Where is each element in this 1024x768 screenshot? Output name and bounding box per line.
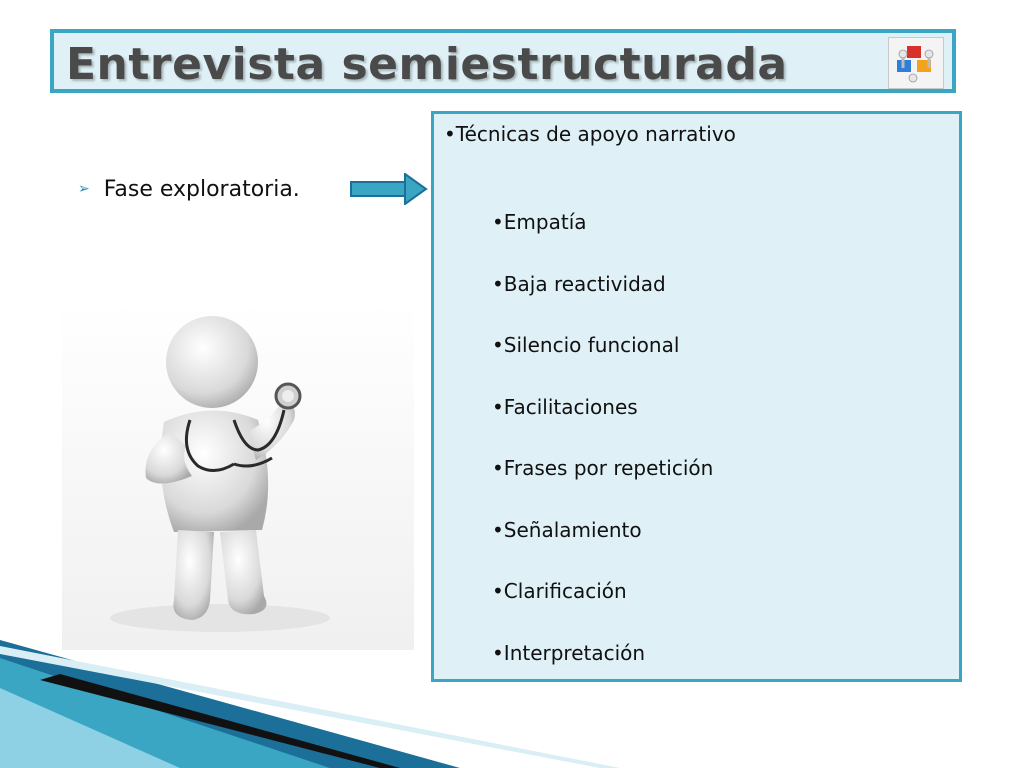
list-item: •Señalamiento [492,517,642,542]
decorative-wave [0,640,1024,768]
right-arrow-icon [350,173,428,205]
list-item: •Silencio funcional [492,333,680,357]
list-item: •Empatía [492,210,587,234]
techniques-list [492,210,713,702]
doctor-with-stethoscope-figure [62,300,414,650]
teamwork-puzzle-icon [888,37,944,89]
list-item: •Frases por repetición [492,456,714,480]
list-item: •Interpretación [492,640,646,665]
arrow-bullet-icon: ➢ [78,181,90,197]
list-item: •Baja reactividad [492,271,666,296]
bullet-label: Fase exploratoria. [103,176,300,202]
bullet-fase-exploratoria [78,173,300,205]
panel-heading: •Técnicas de apoyo narrativo [444,122,736,146]
list-item: •Facilitaciones [492,394,638,419]
techniques-panel [431,111,962,682]
slide-title: Entrevista semiestructurada [66,39,788,90]
title-bar [50,29,956,93]
list-item: •Clarificación [492,579,627,603]
